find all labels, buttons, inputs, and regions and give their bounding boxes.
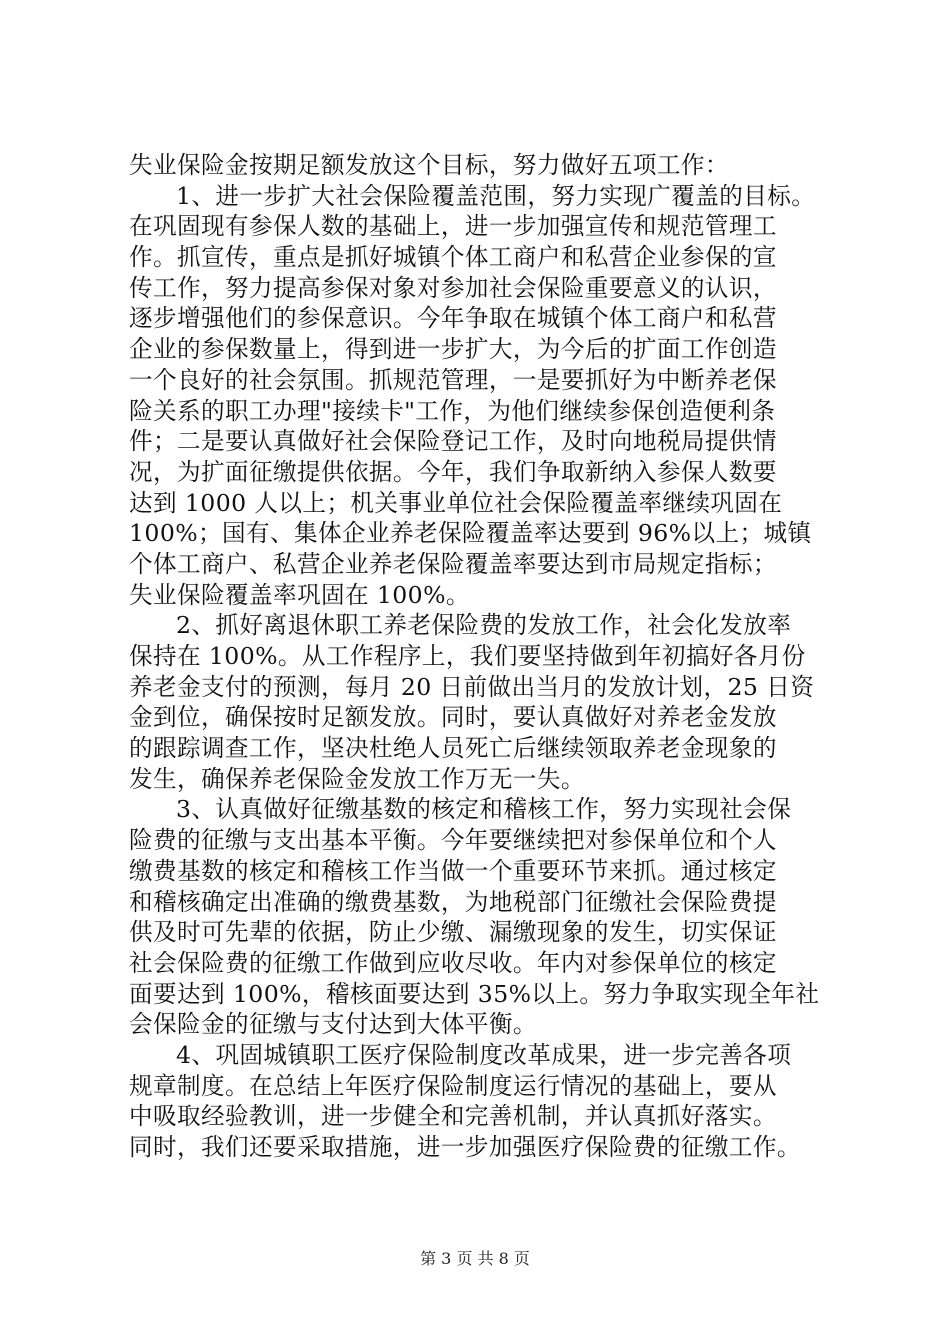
text-line: 况，为扩面征缴提供依据。今年，我们争取新纳入参保人数要 [129, 457, 777, 486]
text-line: 金到位，确保按时足额发放。同时，要认真做好对养老金发放 [129, 703, 777, 732]
text-line: 面要达到 100%，稽核面要达到 35%以上。努力争取实现全年社 [129, 979, 820, 1008]
paragraph-first-line: 1、进一步扩大社会保险覆盖范围，努力实现广覆盖的目标。 [176, 181, 816, 210]
text-line: 逐步增强他们的参保意识。今年争取在城镇个体工商户和私营 [129, 304, 777, 333]
text-line: 达到 1000 人以上；机关事业单位社会保险覆盖率继续巩固在 [129, 488, 783, 517]
text-line: 中吸取经验教训，进一步健全和完善机制，并认真抓好落实。 [129, 1102, 777, 1131]
text-line: 件；二是要认真做好社会保险登记工作，及时向地税局提供情 [129, 427, 777, 456]
text-line: 100%；国有、集体企业养老保险覆盖率达要到 96%以上；城镇 [129, 519, 812, 548]
text-line: 发生，确保养老保险金发放工作万无一失。 [129, 764, 585, 793]
page-footer: 第 3 页 共 8 页 [420, 1249, 530, 1268]
text-line: 供及时可先辈的依据，防止少缴、漏缴现象的发生，切实保证 [129, 918, 777, 947]
text-line: 传工作，努力提高参保对象对参加社会保险重要意义的认识， [129, 273, 777, 302]
text-line: 养老金支付的预测，每月 20 日前做出当月的发放计划，25 日资 [129, 672, 815, 701]
text-line: 缴费基数的核定和稽核工作当做一个重要环节来抓。通过核定 [129, 856, 777, 885]
text-line: 规章制度。在总结上年医疗保险制度运行情况的基础上，要从 [129, 1071, 777, 1100]
text-line: 企业的参保数量上，得到进一步扩大，为今后的扩面工作创造 [129, 335, 777, 364]
text-line: 同时，我们还要采取措施，进一步加强医疗保险费的征缴工作。 [129, 1133, 801, 1161]
text-line: 失业保险金按期足额发放这个目标，努力做好五项工作： [129, 151, 729, 179]
paragraph-first-line: 3、认真做好征缴基数的核定和稽核工作，努力实现社会保 [176, 795, 792, 824]
text-line: 的跟踪调查工作，坚决杜绝人员死亡后继续领取养老金现象的 [129, 734, 777, 763]
text-line: 作。抓宣传，重点是抓好城镇个体工商户和私营企业参保的宣 [129, 243, 777, 272]
text-line: 失业保险覆盖率巩固在 100%。 [129, 580, 470, 609]
text-line: 在巩固现有参保人数的基础上，进一步加强宣传和规范管理工 [129, 212, 777, 241]
text-line: 会保险金的征缴与支付达到大体平衡。 [129, 1010, 537, 1039]
paragraph-first-line: 2、抓好离退休职工养老保险费的发放工作，社会化发放率 [176, 611, 792, 640]
paragraph-first-line: 4、巩固城镇职工医疗保险制度改革成果，进一步完善各项 [176, 1040, 792, 1069]
text-line: 一个良好的社会氛围。抓规范管理，一是要抓好为中断养老保 [129, 365, 777, 394]
text-line: 保持在 100%。从工作程序上，我们要坚持做到年初搞好各月份 [129, 642, 806, 670]
text-line: 险费的征缴与支出基本平衡。今年要继续把对参保单位和个人 [129, 826, 777, 855]
text-line: 社会保险费的征缴工作做到应收尽收。年内对参保单位的核定 [129, 948, 777, 977]
text-line: 险关系的职工办理"接续卡"工作，为他们继续参保创造便利条 [129, 396, 776, 425]
body-text [129, 150, 829, 1163]
text-line: 和稽核确定出准确的缴费基数，为地税部门征缴社会保险费提 [129, 887, 777, 916]
text-line: 个体工商户、私营企业养老保险覆盖率要达到市局规定指标； [129, 549, 777, 578]
